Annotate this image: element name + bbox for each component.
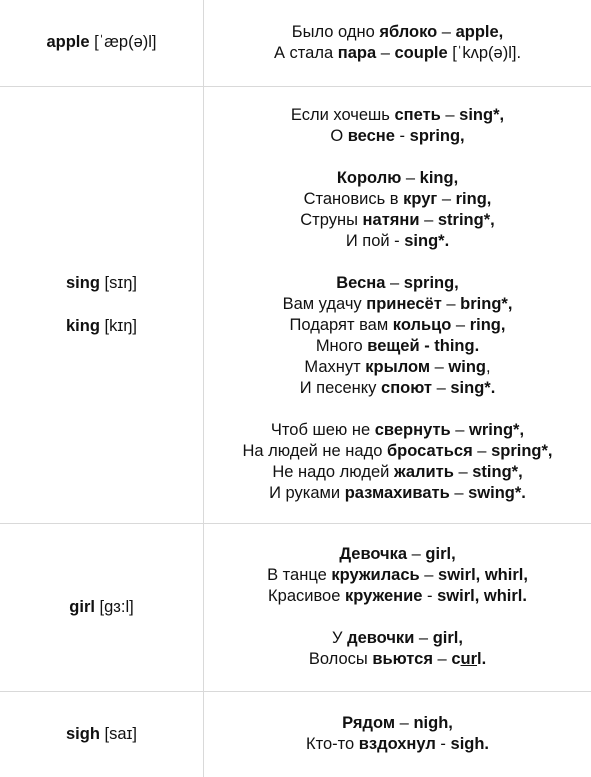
stanza-gap (204, 147, 591, 168)
text-segment: – (414, 629, 433, 647)
poem-cell (204, 0, 591, 86)
stanza-gap (204, 399, 591, 420)
text-segment: – (441, 295, 461, 313)
bold-text-segment: king, (419, 169, 459, 187)
text-segment: , (485, 358, 491, 376)
poem-line (204, 544, 591, 565)
stanza-gap (204, 607, 591, 628)
bold-text-segment: Девочка (339, 545, 408, 563)
text-segment: – (440, 106, 460, 124)
bold-text-segment: пара (337, 43, 377, 62)
bold-text-segment: swirl, whirl. (437, 587, 527, 605)
bold-text-segment: sting*, (472, 463, 523, 481)
poem-line (204, 294, 591, 315)
text-segment: – (437, 190, 456, 208)
word-cell (0, 86, 204, 523)
text-segment: – (472, 442, 492, 460)
bold-text-segment: весне (347, 127, 395, 145)
bold-text-segment: кольцо (392, 316, 452, 334)
bold-text-segment: кружилась (331, 566, 420, 584)
transcription: [sɪŋ] (104, 273, 137, 292)
transcription: [saɪ] (104, 724, 137, 743)
bold-text-segment: принесёт (366, 295, 442, 313)
poem-cell (204, 523, 591, 691)
bold-text-segment: Королю (336, 169, 402, 187)
bold-text-segment: вьются (372, 650, 433, 668)
bold-text-segment: ring, (469, 316, 506, 334)
table-row (0, 523, 591, 691)
headword: king (66, 316, 100, 335)
word-cell (0, 691, 204, 777)
text-segment: – (430, 358, 449, 376)
text-segment: Красивое (268, 587, 345, 605)
bold-text-segment: c (451, 650, 461, 668)
text-segment: - (394, 127, 410, 145)
transcription: [ˈæp(ə)l] (94, 33, 157, 52)
text-segment: – (437, 22, 456, 41)
bold-text-segment: натяни (362, 211, 420, 229)
text-segment: – (419, 211, 438, 229)
poem-line (204, 273, 591, 294)
poem-line (204, 378, 591, 399)
bold-text-segment: wring*, (469, 421, 525, 439)
text-segment: И песенку (299, 379, 382, 397)
bold-text-segment: жалить (393, 463, 454, 481)
stanza-gap (204, 252, 591, 273)
text-segment: У (332, 629, 348, 647)
poem-line (204, 43, 591, 64)
text-segment: – (395, 714, 414, 733)
text-segment: Не надо людей (272, 463, 394, 481)
text-segment: – (432, 650, 452, 668)
transcription: [gɜ:l] (99, 597, 134, 616)
table-row (0, 0, 591, 86)
text-segment: О (330, 127, 348, 145)
bold-text-segment: ur (460, 650, 478, 668)
poem-line (204, 586, 591, 607)
poem-line (204, 105, 591, 126)
bold-text-segment: sing*. (404, 232, 450, 250)
text-segment: А стала (273, 43, 338, 62)
text-segment: Если хочешь (290, 106, 395, 124)
poem-line (204, 315, 591, 336)
poem-line (204, 189, 591, 210)
text-segment: – (453, 463, 473, 481)
poem-line (204, 713, 591, 734)
poem-line (204, 210, 591, 231)
poem-line (204, 565, 591, 586)
poem-line (204, 22, 591, 43)
bold-text-segment: sing*, (459, 106, 505, 124)
poem-cell (204, 691, 591, 777)
bold-text-segment: girl, (425, 545, 456, 563)
bold-text-segment: размахивать (344, 484, 450, 502)
table-row (0, 86, 591, 523)
word-cell (0, 0, 204, 86)
poem-line (204, 336, 591, 357)
word-entry (0, 32, 203, 53)
bold-text-segment: bring*, (460, 295, 513, 313)
bold-text-segment: Рядом (342, 714, 396, 733)
text-segment: Подарят вам (289, 316, 393, 334)
poem-line (204, 628, 591, 649)
text-segment: Волосы (308, 650, 373, 668)
word-entry (0, 724, 203, 745)
headword: sing (66, 273, 100, 292)
text-segment: – (385, 274, 404, 292)
text-segment: Вам удачу (282, 295, 367, 313)
poem-line (204, 168, 591, 189)
poem-line (204, 126, 591, 147)
text-segment: - (422, 587, 438, 605)
text-segment: – (419, 566, 439, 584)
word-entry (0, 273, 203, 294)
text-segment: И пой - (345, 232, 405, 250)
word-entry (0, 597, 203, 618)
text-segment: Было одно (291, 22, 380, 41)
poem-cell (204, 86, 591, 523)
bold-text-segment: вещей - thing. (367, 337, 480, 355)
poem-line (204, 357, 591, 378)
poem-line (204, 483, 591, 504)
bold-text-segment: string*, (437, 211, 495, 229)
text-segment: – (432, 379, 451, 397)
text-segment: Много (315, 337, 368, 355)
bold-text-segment: свернуть (374, 421, 451, 439)
text-segment: Чтоб шею не (270, 421, 375, 439)
bold-text-segment: ring, (455, 190, 492, 208)
text-segment: [ˈkʌp(ə)l]. (447, 43, 522, 62)
headword: sigh (66, 724, 100, 743)
bold-text-segment: круг (403, 190, 438, 208)
bold-text-segment: споют (381, 379, 433, 397)
table-row (0, 691, 591, 777)
bold-text-segment: бросаться (386, 442, 473, 460)
text-segment: Становись в (303, 190, 404, 208)
poem-line (204, 734, 591, 755)
headword: apple (46, 33, 90, 52)
bold-text-segment: крылом (365, 358, 431, 376)
poem-line (204, 462, 591, 483)
transcription: [kɪŋ] (104, 316, 137, 335)
bold-text-segment: wing (448, 358, 486, 376)
bold-text-segment: яблоко (379, 22, 438, 41)
text-segment: – (376, 43, 395, 62)
text-segment: - (435, 735, 451, 754)
text-segment: И руками (269, 484, 345, 502)
bold-text-segment: sing*. (450, 379, 496, 397)
bold-text-segment: couple (394, 43, 448, 62)
text-segment: Кто-то (305, 735, 359, 754)
bold-text-segment: Весна (336, 274, 386, 292)
poem-line (204, 231, 591, 252)
bold-text-segment: swirl, whirl, (438, 566, 528, 584)
bold-text-segment: вздохнул (358, 735, 436, 754)
word-cell (0, 523, 204, 691)
text-segment: В танце (267, 566, 332, 584)
word-entry (0, 316, 203, 337)
text-segment: – (449, 484, 469, 502)
poem-line (204, 441, 591, 462)
bold-text-segment: кружение (344, 587, 423, 605)
poem-line (204, 420, 591, 441)
text-segment: – (450, 421, 470, 439)
bold-text-segment: apple, (455, 22, 504, 41)
bold-text-segment: l. (477, 650, 487, 668)
text-segment: На людей не надо (242, 442, 387, 460)
bold-text-segment: spring, (409, 127, 465, 145)
text-segment: Махнут (304, 358, 366, 376)
poem-line (204, 649, 591, 670)
bold-text-segment: спеть (394, 106, 441, 124)
bold-text-segment: spring, (403, 274, 459, 292)
headword: girl (69, 597, 95, 616)
text-segment: Струны (300, 211, 363, 229)
bold-text-segment: sigh. (450, 735, 490, 754)
bold-text-segment: swing*. (468, 484, 526, 502)
text-segment: – (401, 169, 420, 187)
bold-text-segment: nigh, (413, 714, 453, 733)
bold-text-segment: girl, (432, 629, 463, 647)
text-segment: – (451, 316, 470, 334)
bold-text-segment: spring*, (491, 442, 553, 460)
bold-text-segment: девочки (347, 629, 415, 647)
text-segment: – (407, 545, 426, 563)
